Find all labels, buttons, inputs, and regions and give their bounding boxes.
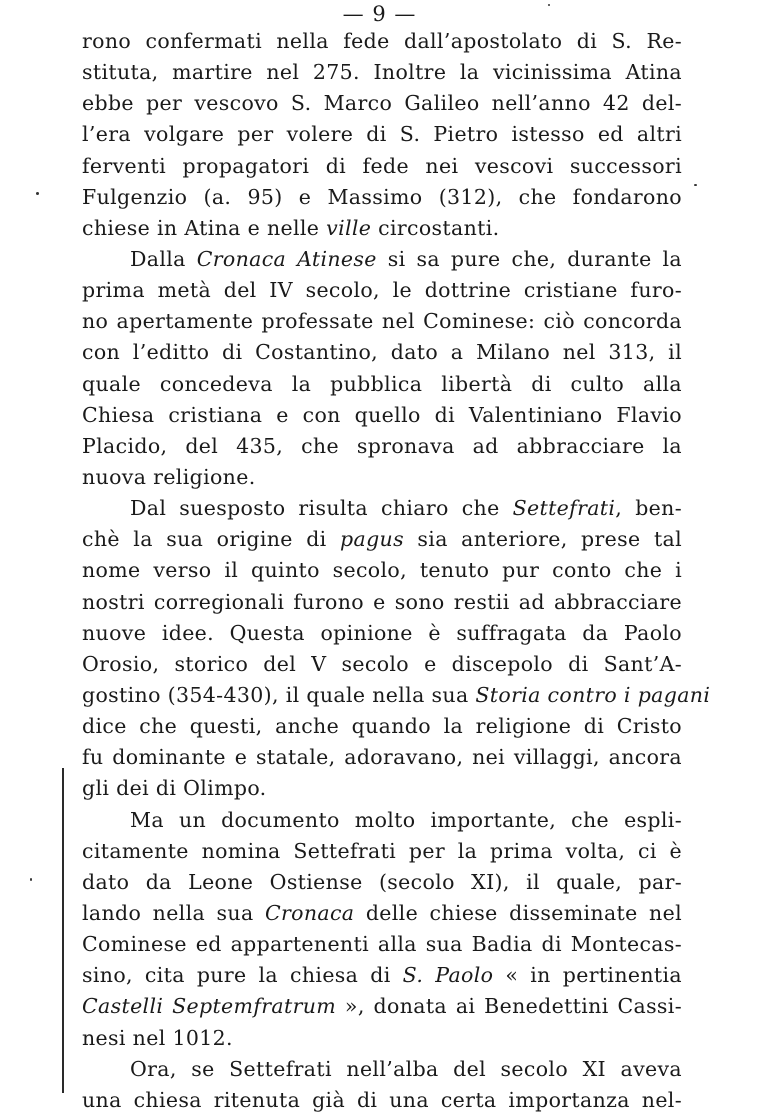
text-run: nuove idee. Questa opinione è suffragata da Paolo <box>82 620 682 645</box>
text-line <box>82 991 682 1022</box>
text-run: Orosio, storico del V secolo e discepolo di Sant’A- <box>82 651 682 676</box>
text-line <box>82 742 682 773</box>
text-line <box>82 555 682 586</box>
text-run: Cominese ed appartenenti alla sua Badia di Montecas- <box>82 932 682 957</box>
text-line <box>82 431 682 462</box>
text-line <box>82 1054 682 1085</box>
text-run: rono confermati nella fede dall’apostolato di S. Re- <box>82 29 682 53</box>
text-line <box>82 711 682 742</box>
italic-run: ville <box>326 215 372 240</box>
ink-speck <box>694 184 697 186</box>
ink-speck <box>30 878 32 881</box>
text-line <box>82 680 711 711</box>
text-line <box>82 400 682 431</box>
text-line <box>82 182 682 213</box>
text-line <box>82 26 682 57</box>
text-line <box>82 524 682 555</box>
text-run: chè la sua origine di <box>82 527 341 552</box>
ink-speck <box>548 4 550 6</box>
text-run: Ma un documento molto importante, che espli- <box>130 807 682 832</box>
italic-run: Settefrati <box>512 496 616 521</box>
text-line <box>82 773 682 804</box>
ink-speck <box>36 192 39 195</box>
text-run: « in pertinentia <box>493 963 682 988</box>
text-line <box>82 369 682 400</box>
text-run: sia anteriore, prese tal <box>403 527 683 552</box>
text-line <box>82 805 682 836</box>
italic-run: Cronaca Atinese <box>196 246 377 271</box>
text-run: quale concedeva la pubblica libertà di culto alla <box>82 371 682 396</box>
text-run: Chiesa cristiana e con quello di Valentiniano Flavio <box>82 402 682 427</box>
text-line <box>82 960 682 991</box>
text-line <box>82 88 682 119</box>
italic-run: Cronaca <box>264 900 355 925</box>
body-text <box>82 26 711 1116</box>
text-line <box>82 929 682 960</box>
text-line <box>82 462 682 493</box>
text-line <box>82 151 682 182</box>
text-run: con l’editto di Costantino, dato a Milano nel 313, il <box>82 340 682 365</box>
text-run: una chiesa ritenuta già di una certa importanza nel- <box>82 1087 682 1112</box>
text-run: circostanti. <box>371 215 500 240</box>
text-run: ferventi propagatori di fede nei vescovi successori <box>82 153 682 178</box>
text-line <box>82 898 682 929</box>
italic-run: pagus <box>340 527 404 552</box>
text-run: dice che questi, anche quando la religione di Cristo <box>82 714 682 739</box>
text-line <box>82 1023 682 1054</box>
text-run: », donata ai Benedettini Cassi- <box>336 994 682 1019</box>
text-run: gli dei di Olimpo. <box>82 776 267 801</box>
text-run: Dalla <box>130 246 197 271</box>
text-line <box>82 587 682 618</box>
text-line <box>82 836 682 867</box>
text-line <box>82 57 682 88</box>
text-line <box>82 213 682 244</box>
text-line <box>82 337 682 368</box>
text-run: nome verso il quinto secolo, tenuto pur conto che i <box>82 558 682 583</box>
italic-run: S. Paolo <box>402 963 494 988</box>
text-run: Ora, se Settefrati nell’alba del secolo XI aveva <box>130 1056 682 1081</box>
text-line <box>82 618 682 649</box>
text-run: lando nella sua <box>82 900 265 925</box>
italic-run: Storia contro i pagani <box>475 682 711 707</box>
text-line <box>82 119 682 150</box>
text-run: l’era volgare per volere di S. Pietro istesso ed altri <box>82 122 682 147</box>
text-run: , ben- <box>615 496 682 521</box>
italic-run: Castelli Septemfratrum <box>82 994 337 1019</box>
text-run: citamente nomina Settefrati per la prima volta, ci è <box>82 838 682 863</box>
text-run: prima metà del IV secolo, le dottrine cristiane furo- <box>82 278 682 303</box>
text-line <box>82 275 682 306</box>
text-line <box>82 244 682 275</box>
text-line <box>82 306 682 337</box>
text-run: fu dominante e statale, adoravano, nei villaggi, ancora <box>82 745 682 770</box>
text-line <box>82 1085 682 1116</box>
text-run: Placido, del 435, che spronava ad abbracciare la <box>82 433 682 458</box>
text-run: sino, cita pure la chiesa di <box>82 963 403 988</box>
text-run: stituta, martire nel 275. Inoltre la vicinissima Atina <box>82 60 682 85</box>
text-line <box>82 493 682 524</box>
margin-rule <box>62 768 64 1093</box>
text-run: nuova religione. <box>82 464 256 489</box>
text-run: chiese in Atina e nelle <box>82 215 327 240</box>
text-run: Fulgenzio (a. 95) e Massimo (312), che fondarono <box>82 184 682 209</box>
text-run: nesi nel 1012. <box>82 1025 233 1050</box>
text-run: ebbe per vescovo S. Marco Galileo nell’anno 42 del- <box>82 91 682 116</box>
page-number: — 9 — <box>342 2 417 26</box>
text-run: dato da Leone Ostiense (secolo XI), il quale, par- <box>82 869 682 894</box>
text-line <box>82 867 682 898</box>
text-run: Dal suesposto risulta chiaro che <box>130 496 513 521</box>
text-line <box>82 649 682 680</box>
text-run: no apertamente professate nel Cominese: ciò concorda <box>82 309 682 334</box>
text-run: gostino (354-430), il quale nella sua <box>82 682 476 707</box>
text-run: si sa pure che, durante la <box>376 246 683 271</box>
text-run: delle chiese disseminate nel <box>354 900 682 925</box>
text-run: nostri corregionali furono e sono restii ad abbracciare <box>82 589 682 614</box>
